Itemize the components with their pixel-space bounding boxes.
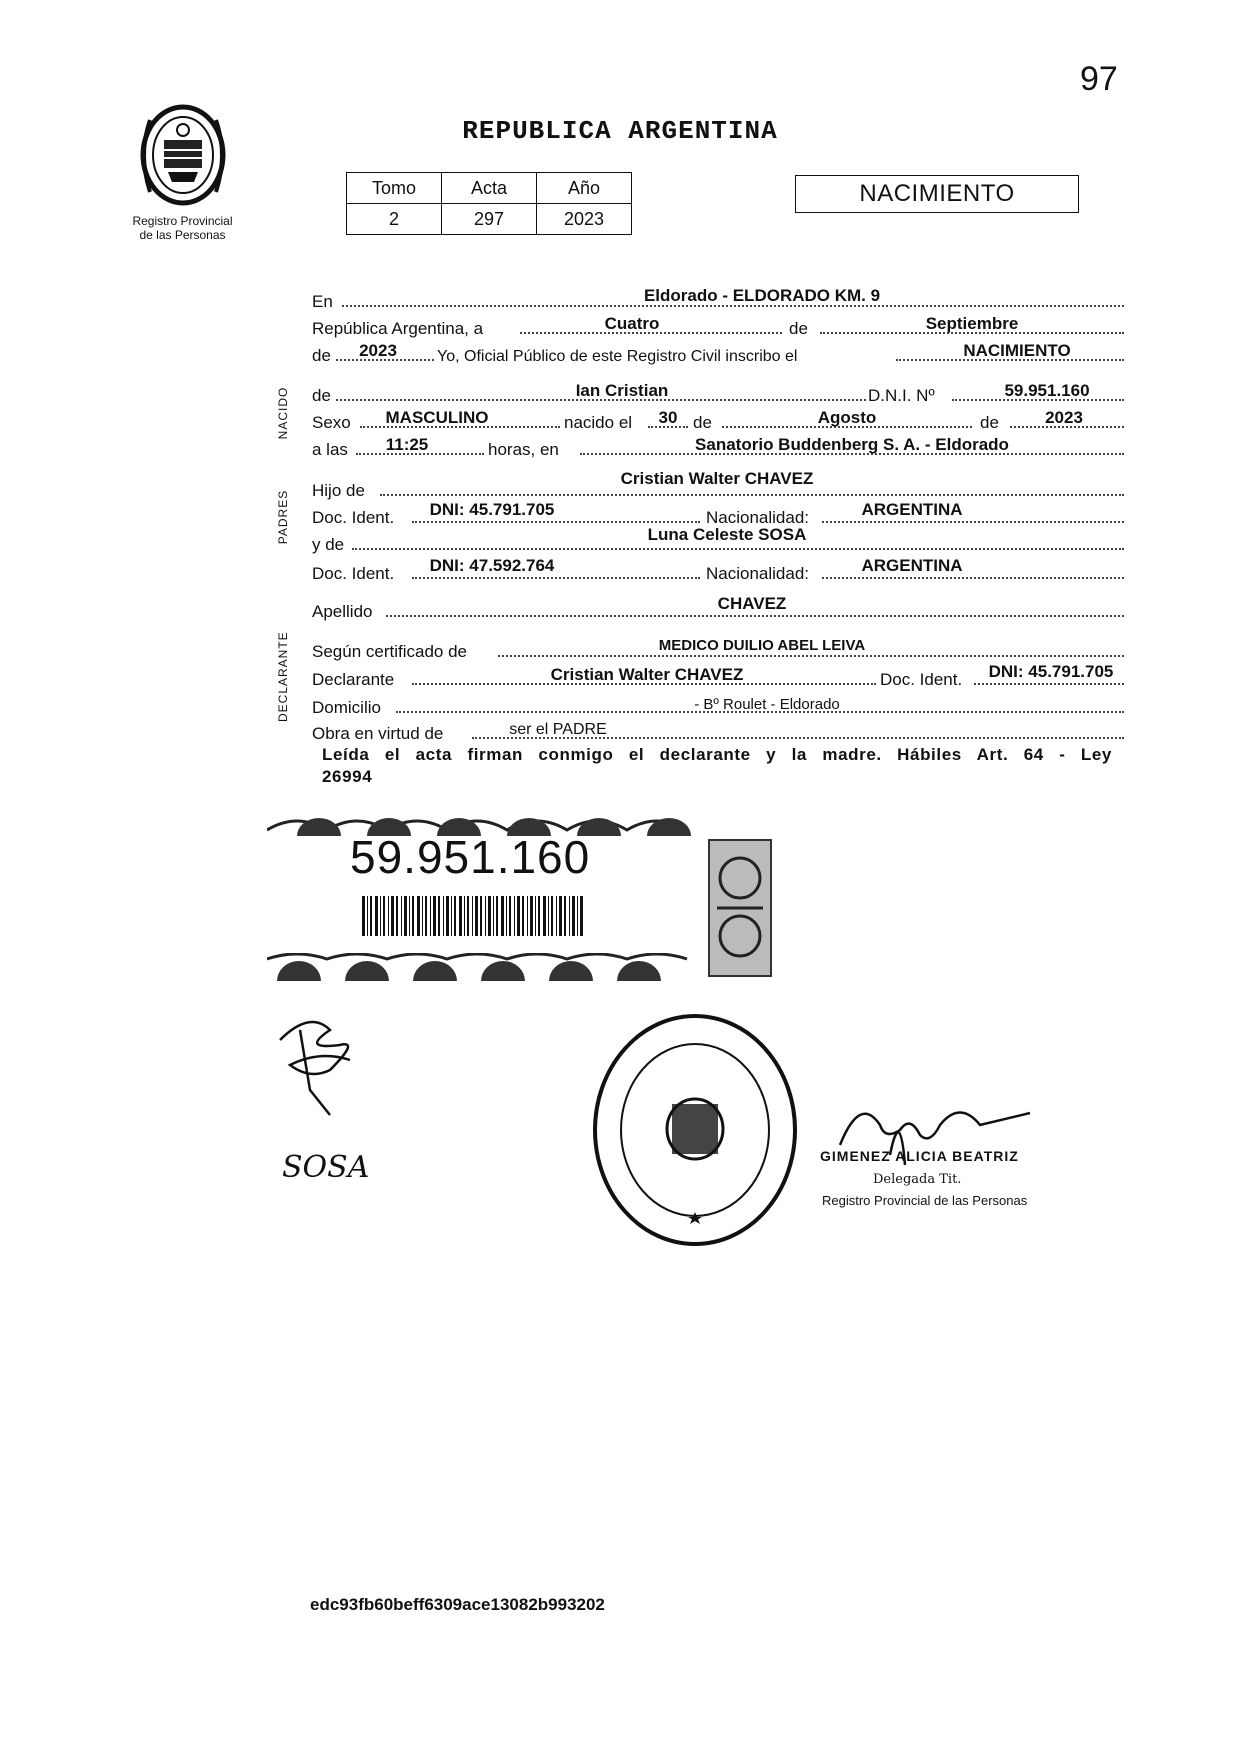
dni-sticker <box>267 808 707 983</box>
value-day: Cuatro <box>604 314 660 333</box>
value-father-nationality: ARGENTINA <box>861 500 963 519</box>
field-row-time <box>312 434 1124 460</box>
barcode-icon <box>362 896 584 936</box>
volume-header-acta: Acta <box>442 173 537 204</box>
dotted-line <box>822 577 1124 579</box>
label-nacionalidad-father: Nacionalidad: <box>706 508 810 527</box>
field-row-certificate <box>312 636 1124 662</box>
label-hijo-de: Hijo de <box>312 481 365 500</box>
document-type-box: NACIMIENTO <box>795 175 1079 213</box>
label-de-birth-year: de <box>980 413 999 432</box>
label-horas-en: horas, en <box>488 440 559 459</box>
field-row-date <box>312 313 1124 339</box>
closing-note-line2: 26994 <box>322 767 373 786</box>
label-doc-ident-mother: Doc. Ident. <box>312 564 395 583</box>
value-birth-day: 30 <box>658 408 678 427</box>
field-row-father <box>312 469 1124 501</box>
mother-handwritten-name: SOSA <box>282 1150 370 1185</box>
label-declarante: Declarante <box>312 670 395 689</box>
value-year: 2023 <box>359 341 397 360</box>
value-month: Septiembre <box>925 314 1019 333</box>
field-row-declarant <box>312 664 1124 690</box>
value-mother-dni: DNI: 47.592.764 <box>429 556 555 575</box>
dotted-line <box>974 683 1124 685</box>
label-segun-certificado: Según certificado de <box>312 642 467 661</box>
field-row-surname <box>312 596 1124 622</box>
hologram-icon <box>707 838 773 978</box>
label-doc-ident-father: Doc. Ident. <box>312 508 395 527</box>
value-birth-month: Agosto <box>817 408 877 427</box>
section-label-padres: PADRES <box>276 489 290 545</box>
label-republica: República Argentina, a <box>312 319 484 338</box>
sticker-bottom-pattern-icon <box>267 953 707 983</box>
value-certifier: MEDICO DUILIO ABEL LEIVA <box>658 637 866 654</box>
label-de-year: de <box>312 346 331 365</box>
label-apellido: Apellido <box>312 602 373 621</box>
volume-header-tomo: Tomo <box>347 173 442 204</box>
document-title: REPUBLICA ARGENTINA <box>462 116 778 146</box>
dotted-line <box>412 577 700 579</box>
value-surname: CHAVEZ <box>717 594 787 613</box>
label-nacido-el: nacido el <box>564 413 633 432</box>
logo-caption-line2: de las Personas <box>139 228 226 242</box>
field-row-sex <box>312 407 1124 433</box>
official-office: Registro Provincial de las Personas <box>822 1193 1028 1208</box>
label-dni: D.N.I. Nº <box>868 386 935 405</box>
value-birth-place: Sanatorio Buddenberg S. A. - Eldorado <box>695 435 1009 454</box>
value-record-type: NACIMIENTO <box>963 341 1071 360</box>
label-obra-en-virtud: Obra en virtud de <box>312 724 444 743</box>
field-row-address <box>312 692 1124 718</box>
field-row-mother <box>312 525 1124 555</box>
official-role: Delegada Tit. <box>873 1172 962 1187</box>
volume-value-acta: 297 <box>442 204 537 235</box>
field-row-en <box>312 286 1124 312</box>
volume-table-value-row <box>347 204 632 235</box>
volume-table-header-row <box>347 173 632 204</box>
label-sexo: Sexo <box>312 413 351 432</box>
official-name: GIMENEZ ALICIA BEATRIZ <box>820 1148 1019 1164</box>
value-mother-nationality: ARGENTINA <box>861 556 963 575</box>
dotted-line <box>380 494 1124 496</box>
field-row-capacity <box>312 718 1124 744</box>
volume-header-anio: Año <box>537 173 632 204</box>
label-de: de <box>789 319 808 338</box>
label-doc-ident-declarant: Doc. Ident. <box>880 670 963 689</box>
value-father-dni: DNI: 45.791.705 <box>429 500 555 519</box>
value-birth-time: 11:25 <box>385 435 429 454</box>
closing-note-line1: Leída el acta firman conmigo el declarante y la madre. Hábiles Art. 64 - Ley <box>322 745 1112 764</box>
label-y-de: y de <box>312 535 345 554</box>
volume-value-tomo: 2 <box>347 204 442 235</box>
value-mother-name: Luna Celeste SOSA <box>647 525 807 544</box>
value-address: - Bº Roulet - Eldorado <box>694 696 840 713</box>
field-row-name <box>312 380 1124 406</box>
value-sex: MASCULINO <box>385 408 489 427</box>
label-en: En <box>312 292 333 311</box>
closing-note <box>322 744 1112 788</box>
field-row-mother-doc <box>312 558 1124 584</box>
value-child-name: Ian Cristian <box>575 381 669 400</box>
registry-round-seal-icon <box>590 1012 800 1248</box>
section-label-declarante: DECLARANTE <box>276 631 290 722</box>
volume-table <box>346 172 632 235</box>
dotted-line <box>498 655 1124 657</box>
value-place: Eldorado - ELDORADO KM. 9 <box>643 286 881 305</box>
sticker-dni-number: 59.951.160 <box>350 831 591 883</box>
dotted-line <box>822 521 1124 523</box>
label-yo-oficial: Yo, Oficial Público de este Registro Civil inscribo el <box>437 348 798 365</box>
document-hash: edc93fb60beff6309ace13082b993202 <box>310 1595 605 1614</box>
volume-value-anio: 2023 <box>537 204 632 235</box>
page-number: 97 <box>1080 60 1118 98</box>
value-declarant-name: Cristian Walter CHAVEZ <box>550 665 744 684</box>
dotted-line <box>412 521 700 523</box>
dotted-line <box>352 548 1124 550</box>
label-de-name: de <box>312 386 331 405</box>
label-nacionalidad-mother: Nacionalidad: <box>706 564 810 583</box>
section-label-nacido: NACIDO <box>276 386 290 440</box>
value-capacity: ser el PADRE <box>509 721 607 738</box>
label-de-month: de <box>693 413 712 432</box>
label-domicilio: Domicilio <box>312 698 381 717</box>
value-child-dni: 59.951.160 <box>1004 381 1090 400</box>
value-father-name: Cristian Walter CHAVEZ <box>620 469 814 488</box>
dotted-line <box>386 615 1124 617</box>
logo-caption-line1: Registro Provincial <box>132 214 233 228</box>
field-row-year <box>312 340 1124 366</box>
value-birth-year: 2023 <box>1045 408 1083 427</box>
label-a-las: a las <box>312 440 348 459</box>
value-declarant-dni: DNI: 45.791.705 <box>988 662 1114 681</box>
mother-signature-icon <box>270 1010 370 1120</box>
